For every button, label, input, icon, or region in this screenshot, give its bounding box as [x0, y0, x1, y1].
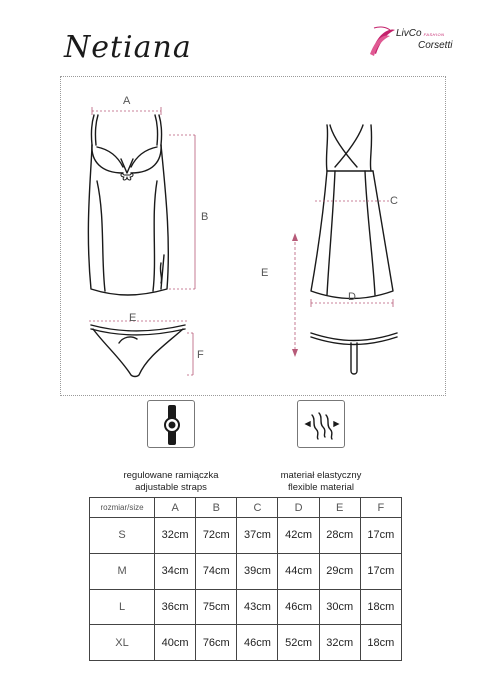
table-cell: 52cm: [278, 625, 319, 661]
table-row: [90, 625, 402, 661]
row-size-label: L: [90, 589, 155, 625]
brand-logo: [368, 22, 458, 60]
feature-line-en: flexible material: [288, 482, 354, 493]
dimension-label-e-back: E: [261, 267, 269, 279]
brand-swirl-icon: [368, 24, 398, 58]
table-cell: 76cm: [196, 625, 237, 661]
table-cell: 17cm: [360, 518, 401, 554]
feature-line-pl: regulowane ramiączka: [123, 470, 219, 481]
back-chemise-drawing: [311, 125, 397, 374]
table-row: [90, 518, 402, 554]
table-corner-header: rozmiar/size: [90, 498, 155, 518]
table-cell: 43cm: [237, 589, 278, 625]
brand-name-2: Corsetti: [418, 40, 453, 51]
column-header-c: C: [237, 498, 278, 518]
dimension-label-e-front: E: [129, 312, 137, 324]
table-cell: 18cm: [360, 625, 401, 661]
table-row: [90, 589, 402, 625]
table-cell: 29cm: [319, 553, 360, 589]
column-header-a: A: [155, 498, 196, 518]
column-header-e: E: [319, 498, 360, 518]
table-cell: 32cm: [319, 625, 360, 661]
front-chemise-drawing: [88, 115, 168, 295]
brand-sub: FASHION: [423, 32, 445, 37]
adjustable-strap-icon: [147, 400, 195, 448]
table-cell: 17cm: [360, 553, 401, 589]
column-header-d: D: [278, 498, 319, 518]
elastic-material-icon: [297, 400, 345, 448]
table-cell: 30cm: [319, 589, 360, 625]
table-cell: 18cm: [360, 589, 401, 625]
dimension-label-c: C: [390, 195, 398, 207]
table-cell: 40cm: [155, 625, 196, 661]
table-cell: 34cm: [155, 553, 196, 589]
product-title: Netiana: [64, 30, 192, 65]
table-cell: 75cm: [196, 589, 237, 625]
table-cell: 37cm: [237, 518, 278, 554]
garment-drawing: [61, 77, 447, 397]
dimension-label-b: B: [201, 211, 209, 223]
table-cell: 42cm: [278, 518, 319, 554]
table-cell: 39cm: [237, 553, 278, 589]
table-cell: 46cm: [237, 625, 278, 661]
table-cell: 72cm: [196, 518, 237, 554]
row-size-label: M: [90, 553, 155, 589]
table-header-row: [90, 498, 402, 518]
size-table: [89, 497, 402, 661]
table-cell: 74cm: [196, 553, 237, 589]
dimension-label-d: D: [348, 291, 356, 303]
dimension-label-f: F: [197, 349, 204, 361]
table-cell: 32cm: [155, 518, 196, 554]
row-size-label: S: [90, 518, 155, 554]
feature-flexible-material: [236, 400, 406, 494]
column-header-f: F: [360, 498, 401, 518]
feature-line-pl: materiał elastyczny: [280, 470, 362, 481]
table-cell: 28cm: [319, 518, 360, 554]
brand-name-1: LivCo: [396, 28, 422, 39]
table-row: [90, 553, 402, 589]
table-cell: 44cm: [278, 553, 319, 589]
table-cell: 46cm: [278, 589, 319, 625]
measurement-diagram: [60, 76, 446, 396]
table-cell: 36cm: [155, 589, 196, 625]
dimension-label-a: A: [123, 95, 131, 107]
feature-line-en: adjustable straps: [135, 482, 207, 493]
column-header-b: B: [196, 498, 237, 518]
feature-adjustable-straps: [86, 400, 256, 494]
thong-drawing: [91, 325, 185, 377]
row-size-label: XL: [90, 625, 155, 661]
